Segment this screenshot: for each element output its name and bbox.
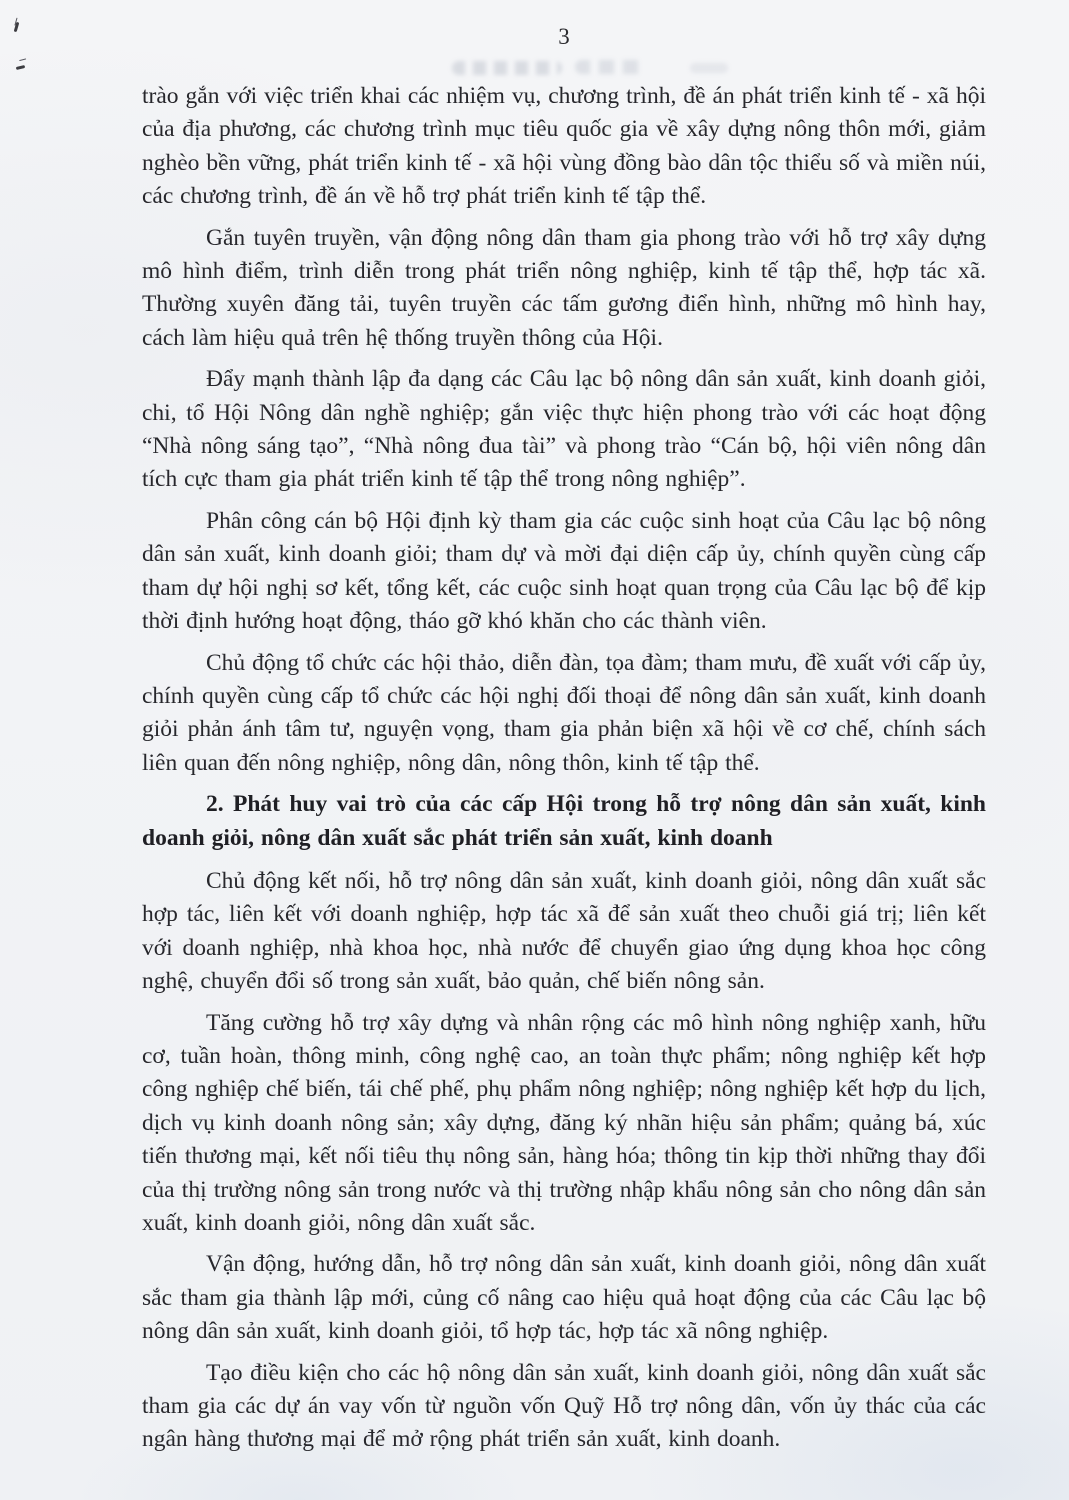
- paragraph: Chủ động tổ chức các hội thảo, diễn đàn, tọa đàm; tham mưu, đề xuất với cấp ủy, chính quyền cùng cấp tổ chức các hội nghị đối thoại để nông dân sản xuất, kinh doanh giỏi phản ánh tâm tư, nguyện vọng, tham gia phản biện xã hội về cơ chế, chính sách liên quan đến nông nghiệp, nông dân, nông thôn, kinh tế tập thể.: [142, 649, 986, 776]
- paragraph: Vận động, hướng dẫn, hỗ trợ nông dân sản xuất, kinh doanh giỏi, nông dân xuất sắc tham gia thành lập mới, củng cố nâng cao hiệu quả hoạt động của các Câu lạc bộ nông dân sản xuất, kinh doanh giỏi, tổ hợp tác, hợp tác xã nông nghiệp.: [142, 1251, 986, 1345]
- paragraph: Tạo điều kiện cho các hộ nông dân sản xuất, kinh doanh giỏi, nông dân xuất sắc tham gia các dự án vay vốn từ nguồn vốn Quỹ Hỗ trợ nông dân, vốn ủy thác của các ngân hàng thương mại để mở rộng phát triển sản xuất, kinh doanh.: [142, 1359, 986, 1453]
- paragraph: Chủ động kết nối, hỗ trợ nông dân sản xuất, kinh doanh giỏi, nông dân xuất sắc hợp tác, liên kết với doanh nghiệp, hợp tác xã để sản xuất theo chuỗi giá trị; liên kết với doanh nghiệp, nhà khoa học, nhà nước để chuyển giao ứng dụng khoa học công nghệ, chuyển đổi số trong sản xuất, bảo quản, chế biến nông sản.: [142, 867, 986, 995]
- bleedthrough-smudge: [452, 61, 562, 75]
- paragraph: Gắn tuyên truyền, vận động nông dân tham gia phong trào với hỗ trợ xây dựng mô hình điểm, trình diễn trong phát triển nông nghiệp, kinh tế tập thể, hợp tác xã. Thường xuyên đăng tải, tuyên truyền các tấm gương điển hình, những mô hình hay, cách làm hiệu quả trên hệ thống truyền thông của Hội.: [142, 224, 986, 351]
- section-heading: 2. Phát huy vai trò của các cấp Hội trong hỗ trợ nông dân sản xuất, kinh doanh giỏi, nông dân xuất sắc phát triển sản xuất, kinh doanh: [142, 791, 986, 851]
- document-body: [142, 80, 986, 1465]
- ink-speck: [14, 22, 20, 32]
- ink-speck: [16, 65, 25, 70]
- paragraph: trào gắn với việc triển khai các nhiệm vụ, chương trình, đề án phát triển kinh tế - xã hội của địa phương, các chương trình mục tiêu quốc gia về xây dựng nông thôn mới, giảm nghèo bền vững, phát triển kinh tế - xã hội vùng đồng bào dân tộc thiểu số và miền núi, các chương trình, đề án về hỗ trợ phát triển kinh tế tập thể.: [142, 83, 986, 210]
- bleedthrough-smudge: [575, 60, 645, 74]
- paragraph: Phân công cán bộ Hội định kỳ tham gia các cuộc sinh hoạt của Câu lạc bộ nông dân sản xuất, kinh doanh giỏi; tham dự và mời đại diện cấp ủy, chính quyền cùng cấp tham dự hội nghị sơ kết, tổng kết, các cuộc sinh hoạt quan trọng của Câu lạc bộ để kịp thời định hướng hoạt động, tháo gỡ khó khăn cho các thành viên.: [142, 507, 986, 635]
- paragraph: Tăng cường hỗ trợ xây dựng và nhân rộng các mô hình nông nghiệp xanh, hữu cơ, tuần hoàn, thông minh, công nghệ cao, an toàn thực phẩm; nông nghiệp kết hợp công nghiệp chế biến, tái chế phế, phụ phẩm nông nghiệp; nông nghiệp kết hợp du lịch, dịch vụ kinh doanh nông sản; xây dựng, đăng ký nhãn hiệu sản phẩm; quảng bá, xúc tiến thương mại, kết nối tiêu thụ nông sản, hàng hóa; thông tin kịp thời những thay đổi của thị trường nông sản trong nước và thị trường nhập khẩu nông sản cho nông dân sản xuất, kinh doanh giỏi, nông dân xuất sắc.: [142, 1009, 986, 1236]
- bleedthrough-smudge: [690, 63, 728, 73]
- paragraph: Đẩy mạnh thành lập đa dạng các Câu lạc bộ nông dân sản xuất, kinh doanh giỏi, chi, tổ Hội Nông dân nghề nghiệp; gắn việc thực hiện phong trào với các hoạt động “Nhà nông sáng tạo”, “Nhà nông đua tài” và phong trào “Cán bộ, hội viên nông dân tích cực tham gia phát triển kinh tế tập thể trong nông nghiệp”.: [142, 366, 986, 493]
- page-number: 3: [558, 24, 570, 49]
